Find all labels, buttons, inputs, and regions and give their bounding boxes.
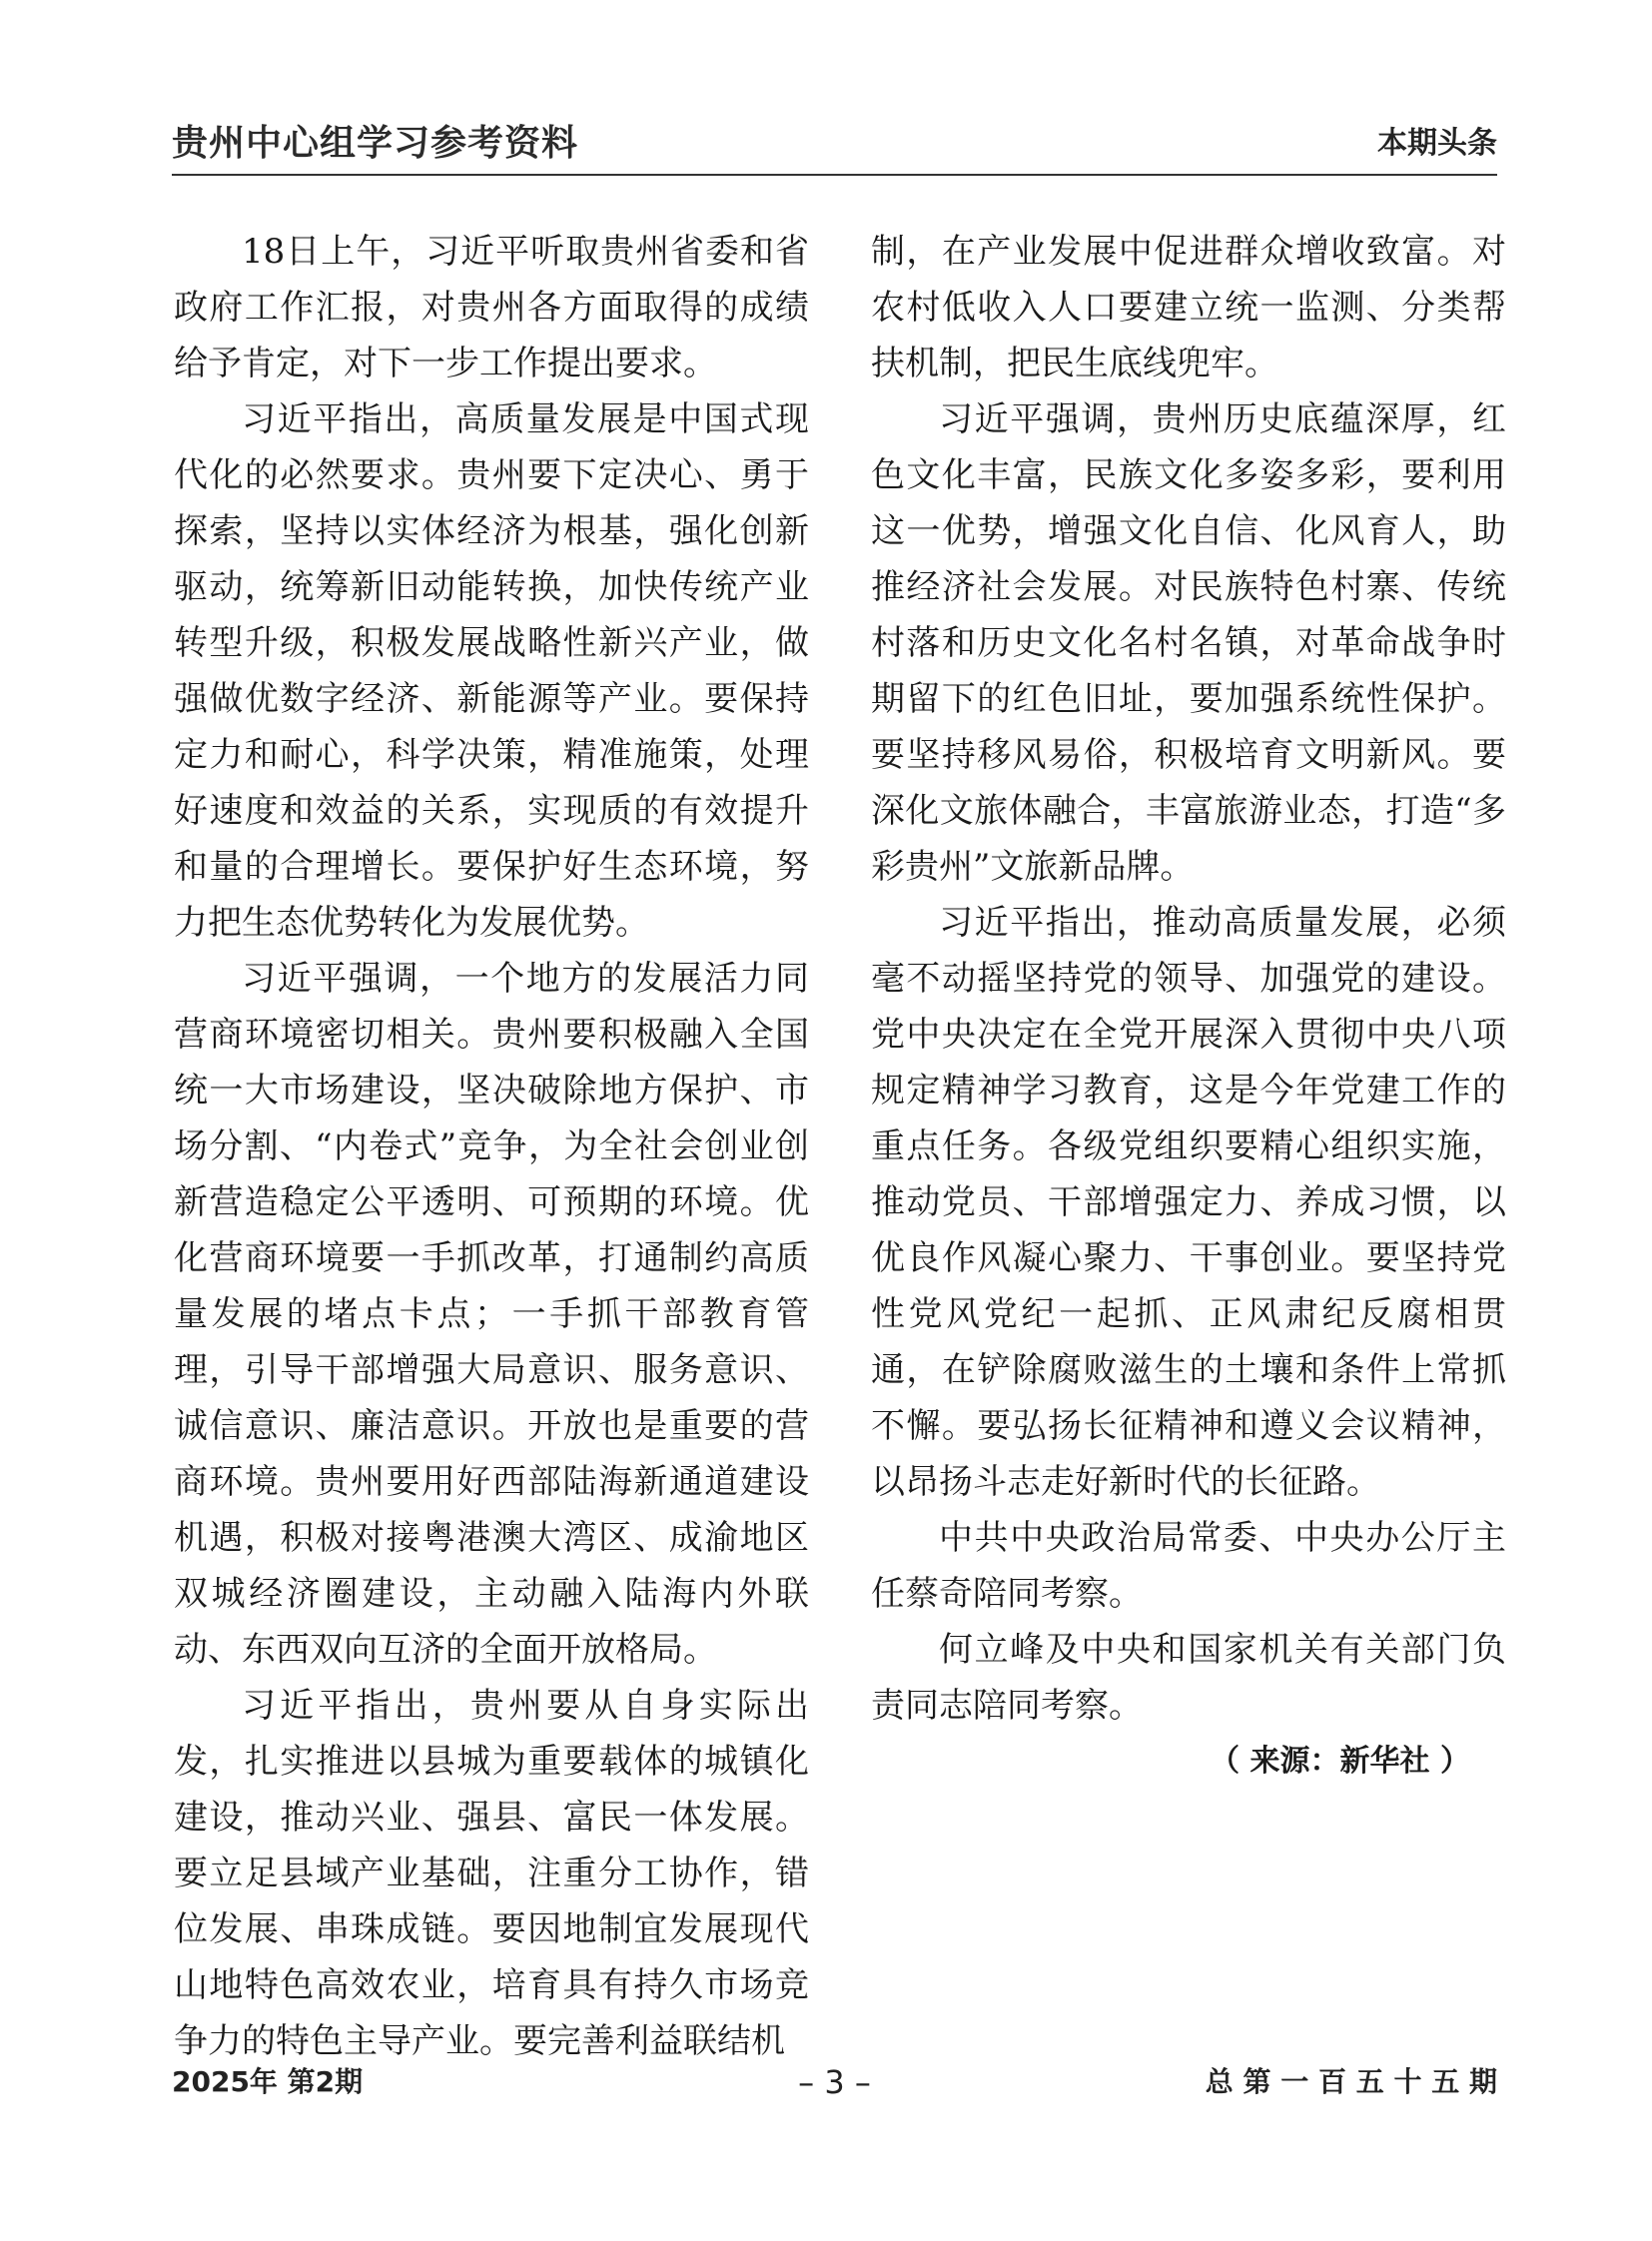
- left-column: [174, 224, 809, 2069]
- paragraph: 习近平强调，贵州历史底蕴深厚，红色文化丰富，民族文化多姿多彩，要利用这一优势，增强文化自信、化风育人，助推经济社会发展。对民族特色村寨、传统村落和历史文化名村名镇，对革命战争时期留下的红色旧址，要加强系统性保护。要坚持移风易俗，积极培育文明新风。要深化文旅体融合，丰富旅游业态，打造“多彩贵州”文旅新品牌。: [871, 399, 1506, 887]
- paragraph: 习近平指出，推动高质量发展，必须毫不动摇坚持党的领导、加强党的建设。党中央决定在全党开展深入贯彻中央八项规定精神学习教育，这是今年党建工作的重点任务。各级党组织要精心组织实施，推动党员、干部增强定力、养成习惯，以优良作风凝心聚力、干事创业。要坚持党性党风党纪一起抓、正风肃纪反腐相贯通，在铲除腐败滋生的土壤和条件上常抓不懈。要弘扬长征精神和遵义会议精神，以昂扬斗志走好新时代的长征路。: [871, 903, 1506, 1502]
- page-number: – 3 –: [798, 2063, 871, 2101]
- right-column: [871, 224, 1506, 1790]
- section-title: 本期头条: [1377, 126, 1497, 161]
- paragraph: 习近平指出，贵州要从自身实际出发，扎实推进以县城为重要载体的城镇化建设，推动兴业、强县、富民一体发展。要立足县域产业基础，注重分工协作，错位发展、串珠成链。要因地制宜发展现代山地特色高效农业，培育具有持久市场竞争力的特色主导产业。要完善利益联结机: [174, 1686, 809, 2061]
- source-credit: （ 来源：新华社 ）: [1210, 1744, 1470, 1779]
- paragraph: 何立峰及中央和国家机关有关部门负责同志陪同考察。: [871, 1630, 1506, 1726]
- publication-title: 贵州中心组学习参考资料: [172, 123, 579, 164]
- page-footer: [172, 2057, 1497, 2107]
- paragraph: 中共中央政治局常委、中央办公厅主任蔡奇陪同考察。: [871, 1518, 1506, 1614]
- paragraph-continued: 制，在产业发展中促进群众增收致富。对农村低收入人口要建立统一监测、分类帮扶机制，把民生底线兜牢。: [871, 232, 1506, 383]
- paragraph: 习近平指出，高质量发展是中国式现代化的必然要求。贵州要下定决心、勇于探索，坚持以实体经济为根基，强化创新驱动，统筹新旧动能转换，加快传统产业转型升级，积极发展战略性新兴产业，做强做优数字经济、新能源等产业。要保持定力和耐心，科学决策，精准施策，处理好速度和效益的关系，实现质的有效提升和量的合理增长。要保护好生态环境，努力把生态优势转化为发展优势。: [174, 399, 809, 943]
- header-divider: [172, 174, 1497, 176]
- page-header: [172, 116, 1497, 172]
- total-issue: 总 第 一 百 五 十 五 期: [1205, 2065, 1497, 2098]
- issue-number: 2025年 第2期: [172, 2065, 364, 2098]
- paragraph: 18日上午，习近平听取贵州省委和省政府工作汇报，对贵州各方面取得的成绩给予肯定，对下一步工作提出要求。: [174, 232, 809, 383]
- paragraph: 习近平强调，一个地方的发展活力同营商环境密切相关。贵州要积极融入全国统一大市场建设，坚决破除地方保护、市场分割、“内卷式”竞争，为全社会创业创新营造稳定公平透明、可预期的环境。优化营商环境要一手抓改革，打通制约高质量发展的堵点卡点；一手抓干部教育管理，引导干部增强大局意识、服务意识、诚信意识、廉洁意识。开放也是重要的营商环境。贵州要用好西部陆海新通道建设机遇，积极对接粤港澳大湾区、成渝地区双城经济圈建设，主动融入陆海内外联动、东西双向互济的全面开放格局。: [174, 959, 809, 1670]
